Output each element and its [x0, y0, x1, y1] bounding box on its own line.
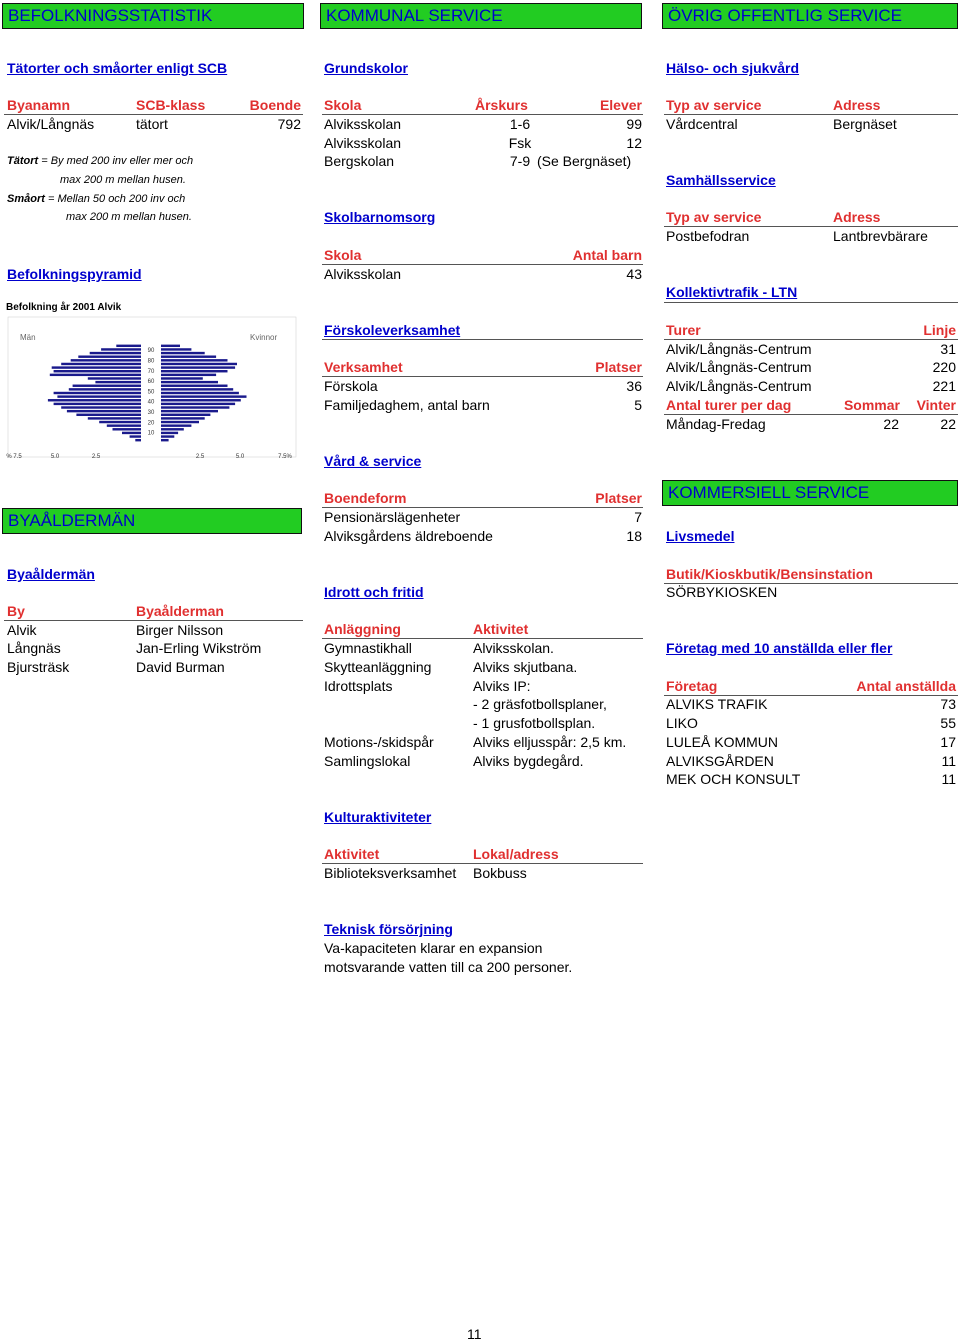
- samhall-typ: Postbefodran: [666, 228, 750, 244]
- pyramid-bar-women: [161, 414, 210, 416]
- pyramid-bar-men: [61, 406, 141, 408]
- idrott-title: Idrott och fritid: [324, 584, 424, 600]
- pyramid-bar-men: [54, 392, 141, 394]
- pyramid-bar-women: [161, 366, 235, 368]
- forskola-platser-1: 5: [634, 397, 642, 413]
- kollektiv-dag: Måndag-Fredag: [666, 416, 766, 432]
- pyramid-bar-men: [48, 399, 141, 401]
- grundskolor-skola-2: Bergskolan: [324, 153, 395, 169]
- idrott-anlaggning-1: Skytteanläggning: [324, 659, 432, 675]
- divider: [4, 114, 303, 115]
- foretag-header-antal: Antal anställda: [856, 678, 956, 694]
- pyramid-bar-women: [161, 363, 237, 365]
- byaldermen-by-0: Alvik: [7, 622, 37, 638]
- grundskolor-arskurs-0: 1-6: [509, 116, 531, 132]
- pyramid-age-tick: 50: [147, 389, 155, 396]
- pyramid-bar-men: [50, 374, 141, 376]
- samhall-header-typ: Typ av service: [666, 209, 762, 225]
- kultur-aktivitet: Biblioteksverksamhet: [324, 865, 457, 881]
- pyramid-bar-men: [101, 348, 141, 350]
- divider: [322, 339, 643, 340]
- kollektiv-header-antal-turer: Antal turer per dag: [666, 397, 792, 413]
- page-number: 11: [467, 1326, 482, 1342]
- tatorter-cell-scb-klass: tätort: [136, 116, 168, 132]
- kollektiv-tur-0: Alvik/Långnäs-Centrum: [666, 341, 812, 357]
- pyramid-x-tick: 5.0: [235, 454, 245, 460]
- grundskolor-header-elever: Elever: [599, 97, 642, 113]
- idrott-aktivitet-3: - 2 gräsfotbollsplaner,: [473, 696, 607, 712]
- pyramid-bar-men: [78, 355, 141, 357]
- divider: [322, 114, 643, 115]
- idrott-aktivitet-0: Alviksskolan.: [473, 640, 554, 656]
- kollektiv-sommar: 22: [883, 416, 899, 432]
- grundskolor-header-arskurs: Årskurs: [475, 97, 528, 113]
- teknisk-line1: Va-kapaciteten klarar en expansion: [324, 940, 543, 956]
- kultur-title: Kulturaktiviteter: [324, 809, 432, 825]
- pyramid-chart-title: Befolkning år 2001 Alvik: [6, 302, 122, 313]
- pyramid-age-tick: 30: [147, 410, 155, 417]
- divider: [322, 376, 643, 377]
- foretag-title: Företag med 10 anställda eller fler: [666, 640, 893, 656]
- pyramid-bar-women: [161, 381, 218, 383]
- pyramid-x-tick: 7.5%: [278, 454, 292, 460]
- pyramid-age-tick: 60: [147, 379, 155, 386]
- pyramid-x-tick: 2.5: [91, 454, 101, 460]
- pyramid-bar-men: [116, 345, 141, 347]
- pyramid-bar-men: [54, 403, 141, 405]
- note-tatort-line2: max 200 m mellan husen.: [60, 174, 186, 186]
- pyramid-bar-men: [73, 385, 141, 387]
- kollektiv-linje-1: 220: [932, 359, 956, 375]
- halso-adress: Bergnäset: [833, 116, 897, 132]
- idrott-anlaggning-6: Samlingslokal: [324, 753, 411, 769]
- kollektiv-header-sommar: Sommar: [843, 397, 900, 413]
- pyramid-x-tick: 5.0: [50, 454, 60, 460]
- samhall-title: Samhällsservice: [666, 172, 776, 188]
- halso-typ: Vårdcentral: [666, 116, 738, 132]
- skolbarnomsorg-title: Skolbarnomsorg: [324, 209, 436, 225]
- livsmedel-value: SÖRBYKIOSKEN: [666, 584, 778, 600]
- banner-befolkningsstatistik: BEFOLKNINGSSTATISTIK: [2, 3, 304, 29]
- pyramid-bar-women: [161, 359, 228, 361]
- halso-title: Hälso- och sjukvård: [666, 60, 800, 76]
- pyramid-age-tick: 80: [147, 358, 155, 365]
- foretag-antal-2: 17: [940, 734, 956, 750]
- foretag-antal-1: 55: [940, 715, 956, 731]
- divider: [4, 620, 303, 621]
- foretag-name-3: ALVIKSGÅRDEN: [666, 753, 774, 769]
- note-tatort-label: Tätort: [7, 155, 39, 167]
- kollektiv-vinter: 22: [940, 416, 956, 432]
- pyramid-bar-women: [161, 403, 235, 405]
- foretag-antal-0: 73: [940, 696, 956, 712]
- befolkningspyramid-title: Befolkningspyramid: [7, 266, 142, 282]
- pyramid-bar-men: [88, 377, 141, 379]
- kollektiv-linje-0: 31: [940, 341, 956, 357]
- pyramid-bar-women: [161, 399, 241, 401]
- divider: [322, 638, 643, 639]
- byaldermen-name-1: Jan-Erling Wikström: [136, 640, 262, 656]
- pyramid-bar-men: [67, 410, 141, 412]
- idrott-aktivitet-6: Alviks bygdegård.: [473, 753, 584, 769]
- idrott-anlaggning-5: Motions-/skidspår: [324, 734, 434, 750]
- pyramid-bar-men: [90, 352, 141, 354]
- divider: [664, 114, 958, 115]
- pyramid-bar-women: [161, 421, 199, 423]
- kollektiv-header-turer: Turer: [666, 322, 701, 338]
- pyramid-bar-men: [57, 395, 141, 397]
- byaldermen-name-2: David Burman: [136, 659, 225, 675]
- kollektiv-linje-2: 221: [932, 378, 956, 394]
- kollektiv-title: Kollektivtrafik - LTN: [666, 284, 798, 300]
- grundskolor-elever-0: 99: [626, 116, 642, 132]
- foretag-name-4: MEK OCH KONSULT: [666, 771, 801, 787]
- grundskolor-elever-1: 12: [626, 135, 642, 151]
- pyramid-bar-men: [69, 388, 141, 390]
- kultur-header-aktivitet: Aktivitet: [324, 846, 380, 862]
- pyramid-age-tick: 10: [147, 430, 155, 437]
- divider: [322, 507, 643, 508]
- grundskolor-skola-1: Alviksskolan: [324, 135, 402, 151]
- kollektiv-tur-1: Alvik/Långnäs-Centrum: [666, 359, 812, 375]
- tatorter-cell-boende: 792: [277, 116, 301, 132]
- vard-boendeform-0: Pensionärslägenheter: [324, 509, 461, 525]
- grundskolor-arskurs-2: 7-9: [509, 153, 531, 169]
- kollektiv-header-vinter: Vinter: [916, 397, 956, 413]
- note-tatort-text: = By med 200 inv eller mer och: [38, 155, 194, 167]
- banner-ovrig-offentlig-service: ÖVRIG OFFENTLIG SERVICE: [662, 3, 958, 29]
- kollektiv-header-linje: Linje: [923, 322, 956, 338]
- foretag-header-foretag: Företag: [666, 678, 718, 694]
- note-smaort-line2: max 200 m mellan husen.: [66, 211, 192, 223]
- divider: [664, 302, 958, 303]
- vard-header-platser: Platser: [595, 490, 642, 506]
- tatorter-cell-byanamn: Alvik/Långnäs: [7, 116, 95, 132]
- divider: [664, 414, 958, 415]
- banner-byaldermen: BYAÅLDERMÄN: [2, 508, 302, 534]
- divider: [664, 226, 958, 227]
- note-smaort-text: = Mellan 50 och 200 inv och: [44, 193, 186, 205]
- grundskolor-header-skola: Skola: [324, 97, 362, 113]
- tatorter-header-byanamn: Byanamn: [7, 97, 71, 113]
- tatorter-title: Tätorter och småorter enligt SCB: [7, 60, 228, 76]
- pyramid-bar-women: [161, 417, 205, 419]
- idrott-header-aktivitet: Aktivitet: [473, 621, 529, 637]
- vard-platser-0: 7: [634, 509, 642, 525]
- halso-header-typ: Typ av service: [666, 97, 762, 113]
- pyramid-bar-men: [99, 421, 141, 423]
- byaldermen-title: Byaåldermän: [7, 566, 95, 582]
- legend-label-men: Män: [20, 333, 36, 342]
- livsmedel-title: Livsmedel: [666, 528, 735, 544]
- idrott-aktivitet-4: - 1 grusfotbollsplan.: [473, 715, 596, 731]
- divider: [664, 339, 958, 340]
- pyramid-bar-women: [161, 435, 174, 437]
- pyramid-bar-men: [122, 432, 141, 434]
- livsmedel-sub: Butik/Kioskbutik/Bensinstation: [666, 566, 873, 582]
- pyramid-bar-women: [161, 385, 228, 387]
- teknisk-title: Teknisk försörjning: [324, 921, 453, 937]
- note-smaort: [7, 193, 185, 205]
- pyramid-bar-men: [61, 363, 141, 365]
- pyramid-bar-women: [161, 377, 203, 379]
- pyramid-bar-men: [76, 414, 141, 416]
- forskola-verksamhet-0: Förskola: [324, 378, 378, 394]
- pyramid-bar-men: [107, 424, 141, 426]
- byaldermen-name-0: Birger Nilsson: [136, 622, 224, 638]
- samhall-header-adress: Adress: [833, 209, 881, 225]
- samhall-adress: Lantbrevbärare: [833, 228, 928, 244]
- forskola-title: Förskoleverksamhet: [324, 322, 461, 338]
- tatorter-header-boende: Boende: [249, 97, 301, 113]
- pyramid-bar-women: [161, 388, 233, 390]
- tatorter-header-scb-klass: SCB-klass: [136, 97, 206, 113]
- pyramid-bar-men: [71, 359, 141, 361]
- kultur-header-lokal: Lokal/adress: [473, 846, 559, 862]
- pyramid-bar-women: [161, 428, 184, 430]
- vard-title: Vård & service: [324, 453, 422, 469]
- pyramid-bar-men: [135, 439, 141, 441]
- teknisk-line2: motsvarande vatten till ca 200 personer.: [324, 959, 573, 975]
- skolbarnomsorg-antal: 43: [626, 266, 642, 282]
- pyramid-bar-women: [161, 370, 228, 372]
- vard-platser-1: 18: [626, 528, 642, 544]
- pyramid-bar-men: [52, 366, 141, 368]
- idrott-anlaggning-2: Idrottsplats: [324, 678, 393, 694]
- skolbarnomsorg-header-antal: Antal barn: [572, 247, 642, 263]
- idrott-aktivitet-2: Alviks IP:: [473, 678, 531, 694]
- vard-header-boendeform: Boendeform: [324, 490, 407, 506]
- idrott-aktivitet-1: Alviks skjutbana.: [473, 659, 578, 675]
- byaldermen-header-alderman: Byaålderman: [136, 603, 224, 619]
- note-tatort: [7, 155, 193, 167]
- pyramid-bar-men: [113, 428, 142, 430]
- pyramid-bar-women: [161, 374, 216, 376]
- pyramid-bar-women: [161, 406, 229, 408]
- pyramid-age-tick: 70: [147, 368, 155, 375]
- pyramid-bar-women: [161, 432, 178, 434]
- foretag-antal-3: 11: [941, 753, 956, 769]
- pyramid-bar-women: [161, 392, 239, 394]
- banner-kommersiell-service: KOMMERSIELL SERVICE: [662, 480, 958, 506]
- pyramid-bar-women: [161, 345, 180, 347]
- foretag-name-2: LULEÅ KOMMUN: [666, 734, 779, 750]
- pyramid-age-tick: 40: [147, 399, 155, 406]
- idrott-header-anlaggning: Anläggning: [324, 621, 401, 637]
- grundskolor-title: Grundskolor: [324, 60, 409, 76]
- byaldermen-by-2: Bjursträsk: [7, 659, 70, 675]
- vard-boendeform-1: Alviksgårdens äldreboende: [324, 528, 493, 544]
- pyramid-bar-men: [95, 381, 141, 383]
- pyramid-bar-women: [161, 395, 247, 397]
- pyramid-bar-men: [88, 417, 141, 419]
- byaldermen-by-1: Långnäs: [7, 640, 61, 656]
- banner-kommunal-service: KOMMUNAL SERVICE: [320, 3, 642, 29]
- forskola-header-verksamhet: Verksamhet: [324, 359, 403, 375]
- pyramid-bar-women: [161, 410, 218, 412]
- kollektiv-tur-2: Alvik/Långnäs-Centrum: [666, 378, 812, 394]
- pyramid-age-tick: 20: [147, 420, 155, 427]
- idrott-aktivitet-5: Alviks elljusspår: 2,5 km.: [473, 734, 627, 750]
- kultur-lokal: Bokbuss: [473, 865, 527, 881]
- foretag-antal-4: 11: [941, 771, 956, 787]
- grundskolor-elever-2: (Se Bergnäset): [537, 153, 632, 169]
- divider: [322, 264, 643, 265]
- forskola-platser-0: 36: [626, 378, 642, 394]
- population-pyramid-chart: [0, 316, 305, 466]
- pyramid-bar-women: [161, 348, 191, 350]
- pyramid-bar-women: [161, 424, 191, 426]
- skolbarnomsorg-skola: Alviksskolan: [324, 266, 402, 282]
- legend-label-women: Kvinnor: [250, 333, 278, 342]
- foretag-name-1: LIKO: [666, 715, 698, 731]
- foretag-name-0: ALVIKS TRAFIK: [666, 696, 768, 712]
- skolbarnomsorg-header-skola: Skola: [324, 247, 362, 263]
- pyramid-bar-women: [161, 352, 205, 354]
- grundskolor-arskurs-1: Fsk: [508, 135, 532, 151]
- pyramid-bar-men: [130, 435, 141, 437]
- byaldermen-header-by: By: [7, 603, 25, 619]
- pyramid-x-tick: 2.5: [195, 454, 205, 460]
- grundskolor-skola-0: Alviksskolan: [324, 116, 402, 132]
- divider: [322, 863, 643, 864]
- forskola-verksamhet-1: Familjedaghem, antal barn: [324, 397, 490, 413]
- pyramid-age-tick: 90: [147, 348, 155, 355]
- forskola-header-platser: Platser: [595, 359, 642, 375]
- note-smaort-label: Småort: [7, 193, 45, 205]
- pyramid-bar-men: [54, 370, 141, 372]
- pyramid-bar-women: [161, 439, 169, 441]
- pyramid-bar-women: [161, 355, 216, 357]
- halso-header-adress: Adress: [833, 97, 881, 113]
- idrott-anlaggning-0: Gymnastikhall: [324, 640, 412, 656]
- pyramid-x-tick: % 7.5: [6, 454, 22, 460]
